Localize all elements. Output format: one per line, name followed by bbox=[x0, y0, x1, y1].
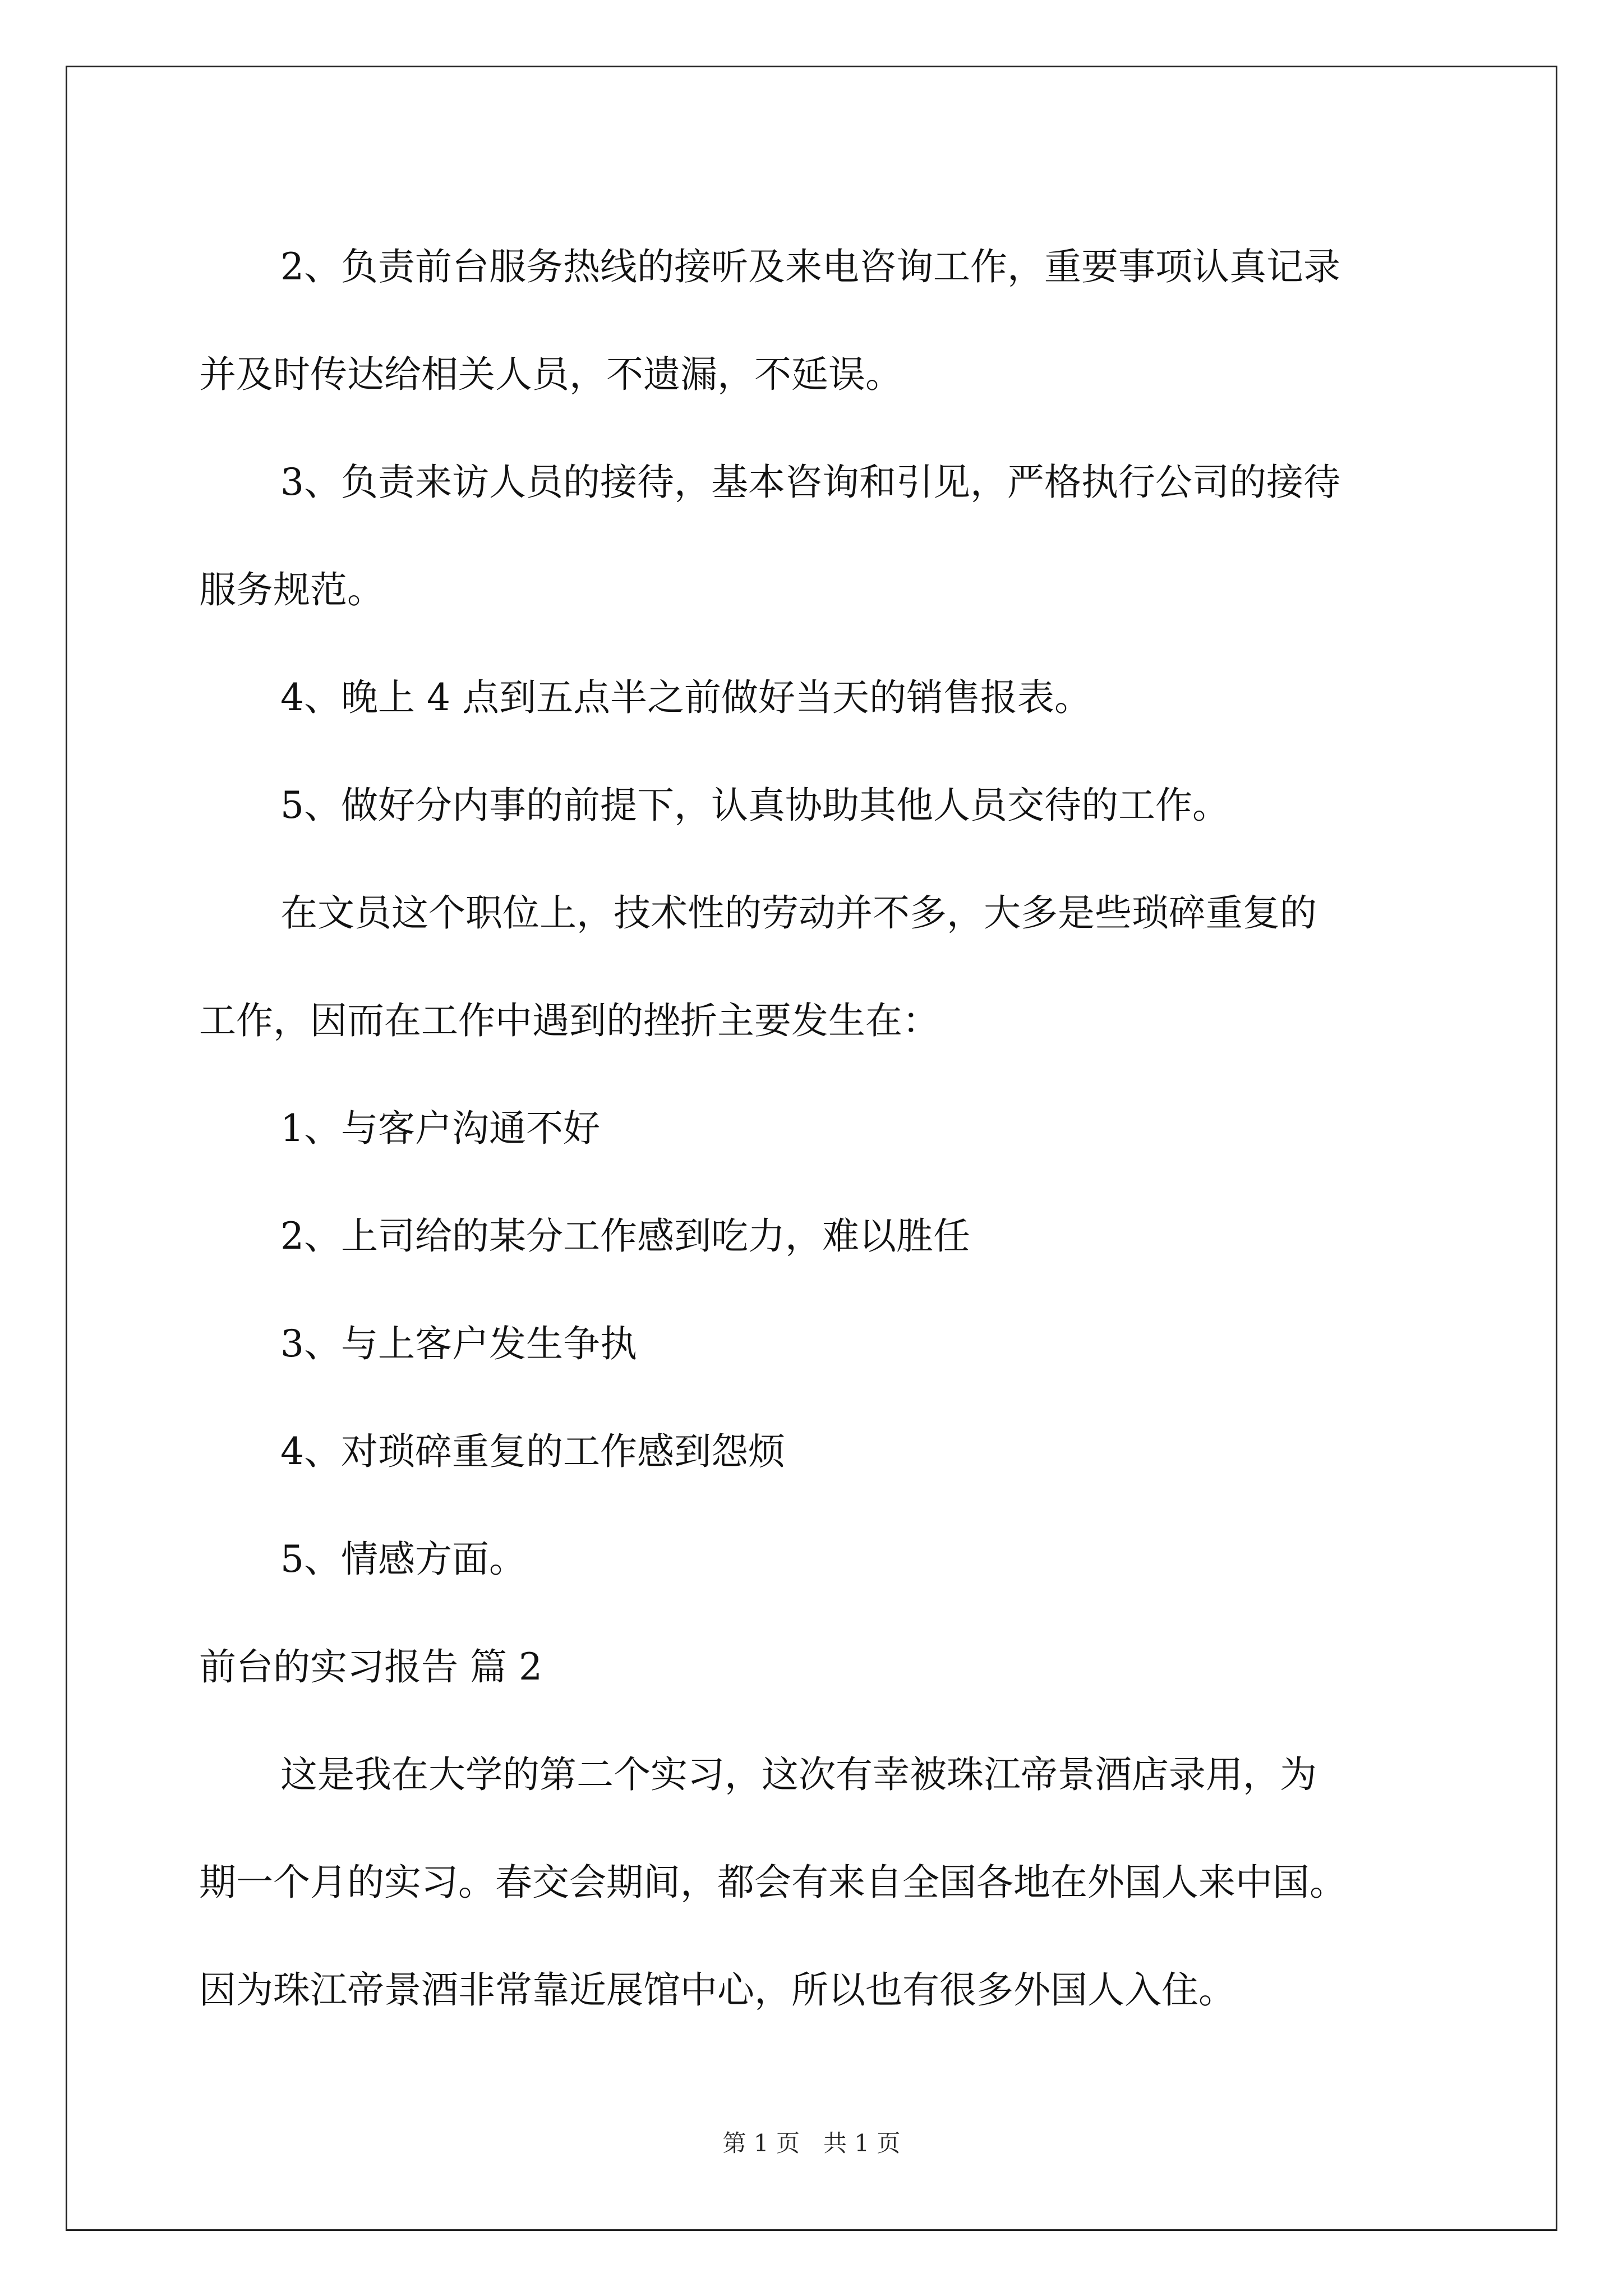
section-heading: 前台的实习报告 篇 2 bbox=[199, 1645, 542, 1688]
text-line: 并及时传达给相关人员，不遗漏，不延误。 bbox=[199, 353, 902, 396]
paragraph-setback-3 bbox=[199, 1290, 1455, 1398]
text-line: 因为珠江帝景酒非常靠近展馆中心，所以也有很多外国人入住。 bbox=[199, 1968, 1235, 2012]
text-line: 期一个月的实习。春交会期间，都会有来自全国各地在外国人来中国。 bbox=[199, 1861, 1347, 1904]
paragraph-clerk-role bbox=[199, 859, 1455, 1075]
paragraph-duty-2 bbox=[199, 213, 1455, 429]
paragraph-second-internship bbox=[199, 1721, 1455, 2044]
text-line: 5、情感方面。 bbox=[280, 1538, 526, 1581]
text-line: 3、负责来访人员的接待，基本咨询和引见，严格执行公司的接待 bbox=[280, 461, 1340, 504]
paragraph-setback-5 bbox=[199, 1506, 1455, 1613]
text-line: 工作，因而在工作中遇到的挫折主要发生在： bbox=[199, 999, 939, 1042]
text-line: 2、负责前台服务热线的接听及来电咨询工作，重要事项认真记录 bbox=[280, 245, 1340, 288]
text-line: 2、上司给的某分工作感到吃力，难以胜任 bbox=[280, 1214, 970, 1258]
text-line: 1、与客户沟通不好 bbox=[280, 1107, 600, 1150]
text-line: 在文员这个职位上，技术性的劳动并不多，大多是些琐碎重复的 bbox=[280, 891, 1317, 935]
paragraph-duty-5 bbox=[199, 752, 1455, 859]
paragraph-duty-3 bbox=[199, 429, 1455, 644]
page-footer: 第 1 页 共 1 页 bbox=[722, 2129, 901, 2157]
text-line: 3、与上客户发生争执 bbox=[280, 1322, 637, 1365]
paragraph-setback-2 bbox=[199, 1182, 1455, 1290]
paragraph-duty-4 bbox=[199, 644, 1455, 752]
document-body bbox=[199, 213, 1455, 2044]
paragraph-setback-1 bbox=[199, 1075, 1455, 1182]
text-line: 5、做好分内事的前提下，认真协助其他人员交待的工作。 bbox=[280, 784, 1229, 827]
text-line: 服务规范。 bbox=[199, 568, 384, 611]
text-line: 这是我在大学的第二个实习，这次有幸被珠江帝景酒店录用，为 bbox=[280, 1753, 1317, 1796]
paragraph-setback-4 bbox=[199, 1398, 1455, 1506]
text-line: 4、对琐碎重复的工作感到怨烦 bbox=[280, 1430, 785, 1473]
text-line: 4、晚上 4 点到五点半之前做好当天的销售报表。 bbox=[280, 676, 1091, 719]
